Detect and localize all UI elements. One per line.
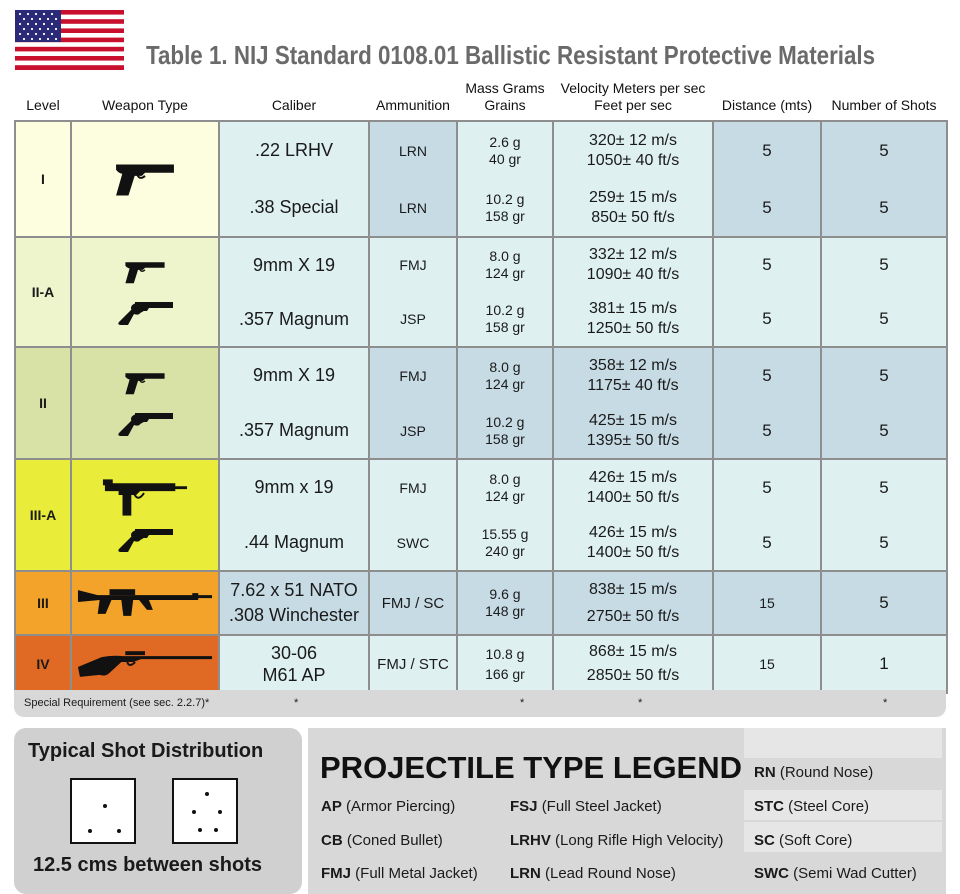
velocity-fts: 1250± 50 ft/s: [586, 320, 680, 337]
header-level: Level: [26, 97, 60, 113]
table-row: [15, 571, 947, 635]
pistol-icon: [114, 161, 176, 197]
mass-grains: 124 gr: [485, 487, 525, 504]
distance: 5: [762, 197, 772, 217]
shots: 5: [879, 477, 889, 497]
weapon-cell: [71, 347, 219, 459]
table-row: [15, 347, 947, 459]
shot-dot: [198, 828, 202, 832]
rifle-icon: [76, 586, 214, 620]
shots: 5: [879, 365, 889, 385]
shots: 5: [879, 420, 889, 440]
shot-dot: [218, 810, 222, 814]
us-flag-icon: [15, 10, 124, 70]
caliber: 9mm x 19: [254, 477, 334, 497]
legend-item: RN (Round Nose): [754, 764, 874, 781]
velocity-fts: 2750± 50 ft/s: [586, 608, 680, 625]
distance: 5: [762, 140, 772, 160]
target-five-shot: [172, 778, 238, 844]
caliber: 9mm X 19: [252, 365, 336, 385]
velocity-ms: 332± 12 m/s: [589, 246, 677, 263]
shot-dot: [117, 829, 121, 833]
distance: 15: [759, 595, 775, 611]
special-requirement-label: Special Requirement (see sec. 2.2.7)*: [24, 697, 210, 709]
shot-dot: [88, 829, 92, 833]
shot-dot: [214, 828, 218, 832]
legend-item: CB (Coned Bullet): [321, 832, 443, 849]
legend-item: SC (Soft Core): [754, 832, 853, 849]
legend-item: LRN (Lead Round Nose): [510, 865, 676, 882]
ammo: FMJ: [399, 479, 427, 496]
level-cell: III: [15, 571, 71, 635]
level-cell: IV: [15, 635, 71, 693]
caliber: 7.62 x 51 NATO: [230, 580, 358, 600]
shots: 5: [879, 140, 889, 160]
legend-item: AP (Armor Piercing): [321, 798, 456, 815]
distance: 5: [762, 255, 772, 274]
mass-grains: 40 gr: [489, 150, 521, 167]
weapon-cell: [71, 571, 219, 635]
table-row: [15, 459, 947, 571]
pistol-icon: [124, 369, 166, 397]
projectile-legend-panel: [308, 728, 946, 894]
shots: 5: [879, 309, 889, 328]
special-mark: *: [520, 697, 525, 709]
distance: 15: [759, 656, 775, 672]
ammo: SWC: [396, 534, 430, 551]
shots: 5: [879, 593, 889, 612]
mass-grams: 9.6 g: [489, 586, 521, 602]
velocity-fts: 850± 50 ft/s: [591, 208, 675, 226]
distance: 5: [762, 309, 772, 328]
mass-grams: 15.55 g: [481, 525, 529, 542]
velocity-ms: 358± 12 m/s: [589, 356, 677, 374]
legend-item: SWC (Semi Wad Cutter): [754, 865, 917, 882]
caliber: 30-06: [270, 643, 318, 663]
ammo: LRN: [398, 142, 427, 159]
velocity-ms: 426± 15 m/s: [589, 523, 677, 541]
mass-grains: 158 gr: [485, 319, 525, 335]
legend-item: STC (Steel Core): [754, 798, 870, 815]
distance: 5: [762, 420, 772, 440]
weapon-cell: [71, 459, 219, 571]
mass-grams: 10.2 g: [485, 413, 525, 430]
shot-dot: [192, 810, 196, 814]
special-mark: *: [638, 697, 643, 709]
mass-grams: 2.6 g: [489, 133, 521, 150]
velocity-fts: 1050± 40 ft/s: [586, 151, 680, 169]
mass-grains: 124 gr: [485, 265, 525, 281]
velocity-ms: 259± 15 m/s: [589, 188, 677, 206]
caliber: M61 AP: [262, 665, 326, 685]
header-mass: Mass Grams Grains: [465, 80, 545, 113]
ammo: JSP: [400, 422, 426, 439]
mass-grains: 158 gr: [485, 207, 525, 224]
velocity-fts: 2850± 50 ft/s: [586, 667, 680, 684]
caliber: .22 LRHV: [254, 140, 334, 160]
mass-grams: 10.2 g: [485, 302, 525, 318]
mass-grams: 8.0 g: [489, 470, 521, 487]
velocity-fts: 1400± 50 ft/s: [586, 488, 680, 506]
mass-grams: 10.2 g: [485, 190, 525, 207]
mass-grains: 240 gr: [485, 542, 525, 559]
level-cell: II-A: [15, 237, 71, 347]
mass-grains: 158 gr: [485, 430, 525, 447]
level-cell: II: [15, 347, 71, 459]
caliber: .357 Magnum: [238, 308, 350, 329]
header-distance: Distance (mts): [721, 97, 813, 113]
legend-item: LRHV (Long Rifle High Velocity): [510, 832, 724, 849]
shots: 5: [879, 255, 889, 274]
revolver-icon: [115, 409, 175, 437]
velocity-ms: 868± 15 m/s: [589, 643, 677, 660]
velocity-fts: 1395± 50 ft/s: [586, 431, 680, 449]
table-header-row: [15, 80, 947, 121]
ammo: FMJ / SC: [381, 594, 445, 612]
header-ammo: Ammunition: [376, 97, 450, 113]
ammo: FMJ: [399, 257, 427, 273]
hunting-rifle-icon: [76, 649, 214, 679]
shots: 5: [879, 532, 889, 552]
ammo: LRN: [398, 199, 427, 216]
caliber: .308 Winchester: [228, 605, 360, 625]
shots: 1: [879, 654, 889, 673]
shot-spacing-label: 12.5 cms between shots: [33, 854, 262, 876]
ammo: JSP: [400, 311, 426, 327]
weapon-cell: [71, 237, 219, 347]
distance: 5: [762, 532, 772, 552]
uzi-icon: [101, 477, 189, 517]
velocity-fts: 1400± 50 ft/s: [586, 543, 680, 561]
header-caliber: Caliber: [271, 97, 317, 113]
ballistic-table: [14, 80, 948, 694]
velocity-fts: 1090± 40 ft/s: [586, 266, 680, 283]
page-title: Table 1. NIJ Standard 0108.01 Ballistic Resistant Protective Materials: [146, 40, 876, 70]
shot-distribution-panel: [14, 728, 302, 894]
velocity-ms: 426± 15 m/s: [589, 468, 677, 486]
mass-grams: 8.0 g: [489, 248, 521, 264]
shots: 5: [879, 197, 889, 217]
mass-grains: 124 gr: [485, 375, 525, 392]
level-cell: III-A: [15, 459, 71, 571]
header-weapon: Weapon Type: [102, 97, 188, 113]
mass-grams: 10.8 g: [485, 646, 525, 662]
weapon-cell: [71, 121, 219, 237]
mass-grains: 166 gr: [485, 666, 525, 682]
shot-dot: [103, 804, 107, 808]
velocity-ms: 320± 12 m/s: [589, 131, 677, 149]
velocity-ms: 425± 15 m/s: [589, 411, 677, 429]
legend-title: PROJECTILE TYPE LEGEND: [320, 750, 743, 785]
velocity-fts: 1175± 40 ft/s: [587, 376, 679, 394]
special-mark: *: [294, 697, 299, 709]
table-row: [15, 237, 947, 347]
distance: 5: [762, 477, 772, 497]
level-cell: I: [15, 121, 71, 237]
caliber: 9mm X 19: [252, 254, 336, 275]
shot-dot: [205, 792, 209, 796]
velocity-ms: 838± 15 m/s: [589, 581, 677, 598]
weapon-cell: [71, 635, 219, 693]
caliber: .357 Magnum: [238, 420, 350, 440]
header-shots: Number of Shots: [831, 97, 937, 113]
target-five-shot: [70, 778, 136, 844]
shot-distribution-title: Typical Shot Distribution: [28, 740, 264, 762]
ammo: FMJ: [399, 367, 427, 384]
revolver-icon: [115, 525, 175, 553]
legend-item: FSJ (Full Steel Jacket): [510, 798, 662, 815]
special-mark: *: [883, 697, 888, 709]
table-row: [15, 121, 947, 237]
special-requirement-row: [14, 690, 946, 717]
caliber: .38 Special: [249, 197, 339, 217]
caliber: .44 Magnum: [243, 532, 345, 552]
legend-item: FMJ (Full Metal Jacket): [321, 865, 478, 882]
revolver-icon: [115, 298, 175, 326]
mass-grains: 148 gr: [485, 603, 525, 619]
distance: 5: [762, 365, 772, 385]
mass-grams: 8.0 g: [489, 358, 521, 375]
header-velocity: Velocity Meters per sec Feet per sec: [560, 80, 706, 113]
pistol-icon: [124, 258, 166, 286]
velocity-ms: 381± 15 m/s: [589, 300, 677, 317]
table-row: [15, 635, 947, 693]
ammo: FMJ / STC: [377, 655, 449, 673]
